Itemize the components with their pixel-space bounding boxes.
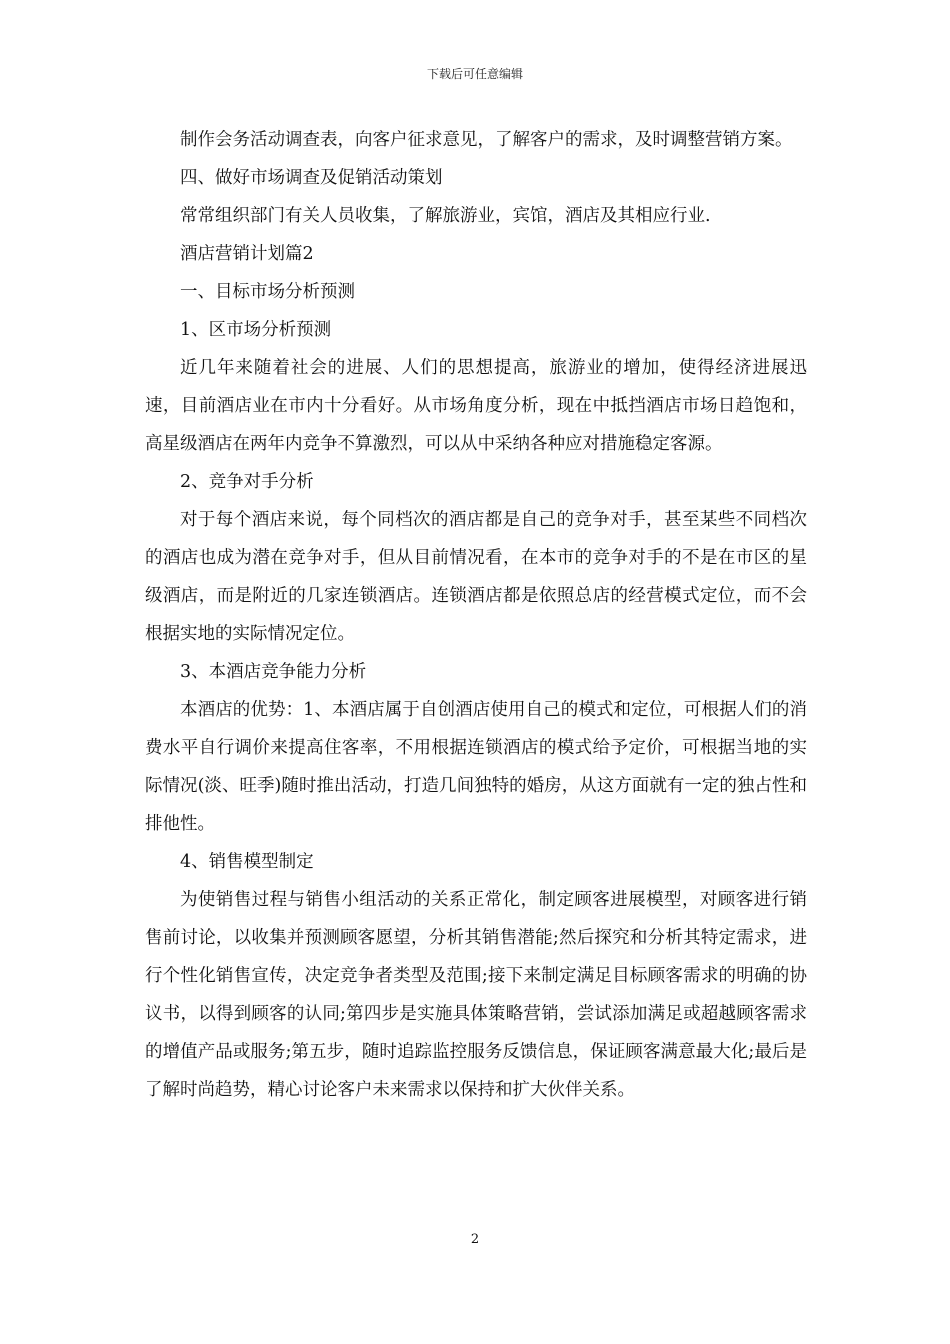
heading-market-research: 四、做好市场调查及促销活动策划 xyxy=(180,168,443,188)
document-body xyxy=(145,121,807,1109)
paragraph-sales-model: 为使销售过程与销售小组活动的关系正常化，制定顾客进展模型，对顾客进行销售前讨论，以收集并预测顾客愿望，分析其销售潜能;然后探究和分析其特定需求，进行个性化销售宣传，决定竞争者类型及范围;接下来制定满足目标顾客需求的明确的协议书，以得到顾客的认同;第四步是实施具体策略营销，尝试添加满足或超越顾客需求的增值产品或服务;第五步，随时追踪监控服务反馈信息，保证顾客满意最大化;最后是了解时尚趋势，精心讨论客户未来需求以保持和扩大伙伴关系。 xyxy=(145,890,807,1100)
page-header: 下载后可任意编辑 xyxy=(426,67,523,81)
heading-plan-2: 酒店营销计划篇2 xyxy=(180,244,314,264)
heading-competitiveness: 3、本酒店竞争能力分析 xyxy=(180,662,367,682)
paragraph-market-analysis: 近几年来随着社会的进展、人们的思想提高，旅游业的增加，使得经济进展迅速，目前酒店业在市内十分看好。从市场角度分析，现在中抵挡酒店市场日趋饱和，高星级酒店在两年内竞争不算激烈，可以从中采纳各种应对措施稳定客源。 xyxy=(145,358,807,454)
paragraph-competitor-analysis: 对于每个酒店来说，每个同档次的酒店都是自己的竞争对手，甚至某些不同档次的酒店也成为潜在竞争对手，但从目前情况看，在本市的竞争对手的不是在市区的星级酒店，而是附近的几家连锁酒店。连锁酒店都是依照总店的经营模式定位，而不会根据实地的实际情况定位。 xyxy=(145,510,807,644)
page-number: 2 xyxy=(470,1232,480,1247)
heading-target-market: 一、目标市场分析预测 xyxy=(180,282,355,302)
paragraph-advantages: 本酒店的优势：1、本酒店属于自创酒店使用自己的模式和定位，可根据人们的消费水平自行调价来提高住客率，不用根据连锁酒店的模式给予定价，可根据当地的实际情况(淡、旺季)随时推出活动，打造几间独特的婚房，从这方面就有一定的独占性和排他性。 xyxy=(145,700,807,834)
paragraph-survey: 制作会务活动调查表，向客户征求意见，了解客户的需求，及时调整营销方案。 xyxy=(180,130,793,150)
heading-sales-model: 4、销售模型制定 xyxy=(180,852,314,872)
heading-district-market: 1、区市场分析预测 xyxy=(180,320,332,340)
paragraph-collect-info: 常常组织部门有关人员收集，了解旅游业，宾馆，酒店及其相应行业. xyxy=(180,206,711,226)
heading-competitors: 2、竞争对手分析 xyxy=(180,472,314,492)
